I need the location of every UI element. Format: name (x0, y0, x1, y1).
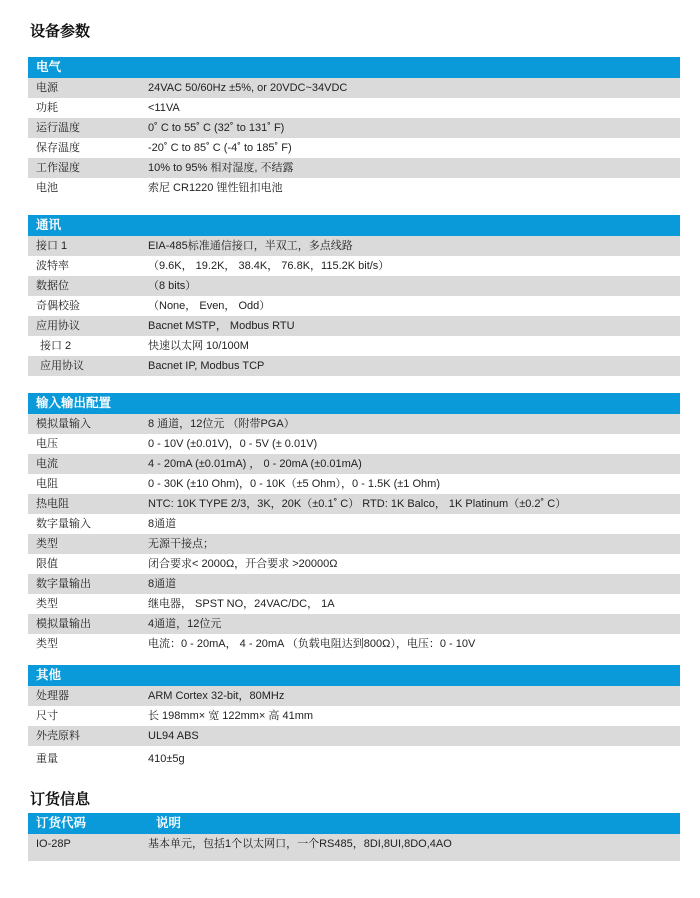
table-row (28, 454, 680, 474)
order-description: 基本单元，包括1个以太网口，一个RS485，8DI,8UI,8DO,4AO (148, 838, 452, 850)
table-row (28, 634, 680, 654)
param-value: 24VAC 50/60Hz ±5%, or 20VDC~34VDC (148, 82, 348, 94)
param-value: （9.6K， 19.2K， 38.4K， 76.8K，115.2K bit/s） (148, 260, 390, 272)
table-row (28, 474, 680, 494)
param-label: 类型 (36, 538, 58, 550)
table-row (28, 514, 680, 534)
param-value: Bacnet MSTP， Modbus RTU (148, 320, 295, 332)
param-label: 类型 (36, 598, 58, 610)
param-label: 工作湿度 (36, 162, 80, 174)
param-label: 电阻 (36, 478, 58, 490)
param-label: 保存温度 (36, 142, 80, 154)
table-row (28, 834, 680, 861)
param-value: -20˚ C to 85˚ C (-4˚ to 185˚ F) (148, 142, 292, 154)
column-header-code: 订货代码 (36, 816, 87, 830)
order-code: IO-28P (36, 838, 71, 850)
spec-table-communication (28, 215, 680, 376)
param-value: 8通道 (148, 518, 177, 530)
param-value: 无源干接点； (148, 538, 214, 550)
table-row (28, 746, 680, 772)
table-row (28, 434, 680, 454)
param-value: 4通道，12位元 (148, 618, 222, 630)
param-value: （None， Even， Odd） (148, 300, 271, 312)
order-table (28, 813, 680, 861)
param-value: 410±5g (148, 753, 185, 765)
param-value: ARM Cortex 32-bit，80MHz (148, 690, 285, 702)
table-row (28, 706, 680, 726)
param-label: 处理器 (36, 690, 69, 702)
table-row (28, 614, 680, 634)
param-label: 数字量输出 (36, 578, 91, 590)
param-label: 数字量输入 (36, 518, 91, 530)
param-label: 奇偶校验 (36, 300, 80, 312)
param-value: 长 198mm× 宽 122mm× 高 41mm (148, 710, 314, 722)
param-label: 电流 (36, 458, 58, 470)
table-row (28, 726, 680, 746)
order-table-header (28, 813, 680, 834)
param-label: 热电阻 (36, 498, 69, 510)
table-row (28, 138, 680, 158)
param-value: 8通道 (148, 578, 177, 590)
param-value: 0 - 10V (±0.01V)，0 - 5V (± 0.01V) (148, 438, 318, 450)
table-row (28, 78, 680, 98)
param-label: 电池 (36, 182, 58, 194)
table-row (28, 158, 680, 178)
param-label: 模拟量输入 (36, 418, 91, 430)
table-row (28, 574, 680, 594)
param-label: 类型 (36, 638, 58, 650)
param-label: 波特率 (36, 260, 69, 272)
param-value: Bacnet IP, Modbus TCP (148, 360, 265, 372)
table-row (28, 296, 680, 316)
table-row (28, 494, 680, 514)
table-row (28, 276, 680, 296)
table-row (28, 534, 680, 554)
param-label: 尺寸 (36, 710, 58, 722)
param-value: 快速以太网 10/100M (148, 340, 249, 352)
param-label: 数据位 (36, 280, 69, 292)
param-value: 0 - 30K (±10 Ohm)，0 - 10K（±5 Ohm），0 - 1.5K (±1 Ohm) (148, 478, 440, 490)
param-value: 继电器， SPST NO，24VAC/DC， 1A (148, 598, 335, 610)
table-row (28, 316, 680, 336)
param-value: EIA-485标准通信接口，半双工，多点线路 (148, 240, 353, 252)
table-row (28, 256, 680, 276)
table-row (28, 236, 680, 256)
table-row (28, 554, 680, 574)
param-label: 电压 (36, 438, 58, 450)
param-label: 功耗 (36, 102, 58, 114)
param-label: 电源 (36, 82, 58, 94)
param-value: 电流：0 - 20mA， 4 - 20mA （负载电阻达到800Ω），电压：0 - 10V (148, 638, 476, 650)
section-header: 输入输出配置 (28, 393, 680, 414)
param-value: 索尼 CR1220 锂性钮扣电池 (148, 182, 283, 194)
table-row (28, 414, 680, 434)
param-label: 应用协议 (40, 360, 84, 372)
param-label: 重量 (36, 753, 58, 765)
table-row (28, 594, 680, 614)
spec-table-io-config (28, 393, 680, 654)
page-title: 设备参数 (30, 23, 91, 40)
table-row (28, 118, 680, 138)
column-header-description: 说明 (156, 816, 182, 830)
param-value: 8 通道，12位元 （附带PGA） (148, 418, 295, 430)
order-title: 订货信息 (30, 791, 91, 808)
spec-table-other (28, 665, 680, 772)
section-header: 其他 (28, 665, 680, 686)
param-label: 限值 (36, 558, 58, 570)
section-header: 通讯 (28, 215, 680, 236)
param-value: NTC: 10K TYPE 2/3，3K，20K（±0.1˚ C） RTD: 1K Balco， 1K Platinum（±0.2˚ C） (148, 498, 567, 510)
spec-table-electrical (28, 57, 680, 198)
param-label: 接口 1 (36, 240, 68, 252)
param-value: 0˚ C to 55˚ C (32˚ to 131˚ F) (148, 122, 285, 134)
param-label: 接口 2 (40, 340, 72, 352)
param-label: 外壳原料 (36, 730, 80, 742)
param-label: 运行温度 (36, 122, 80, 134)
param-value: 闭合要求< 2000Ω，开合要求 >20000Ω (148, 558, 338, 570)
table-row (28, 356, 680, 376)
param-value: 4 - 20mA (±0.01mA) ， 0 - 20mA (±0.01mA) (148, 458, 362, 470)
table-row (28, 178, 680, 198)
table-row (28, 686, 680, 706)
table-row (28, 98, 680, 118)
param-value: UL94 ABS (148, 730, 199, 742)
param-value: （8 bits） (148, 280, 197, 292)
param-value: 10% to 95% 相对湿度, 不结露 (148, 162, 294, 174)
param-label: 模拟量输出 (36, 618, 91, 630)
table-row (28, 336, 680, 356)
section-header: 电气 (28, 57, 680, 78)
param-value: <11VA (148, 102, 180, 114)
param-label: 应用协议 (36, 320, 80, 332)
